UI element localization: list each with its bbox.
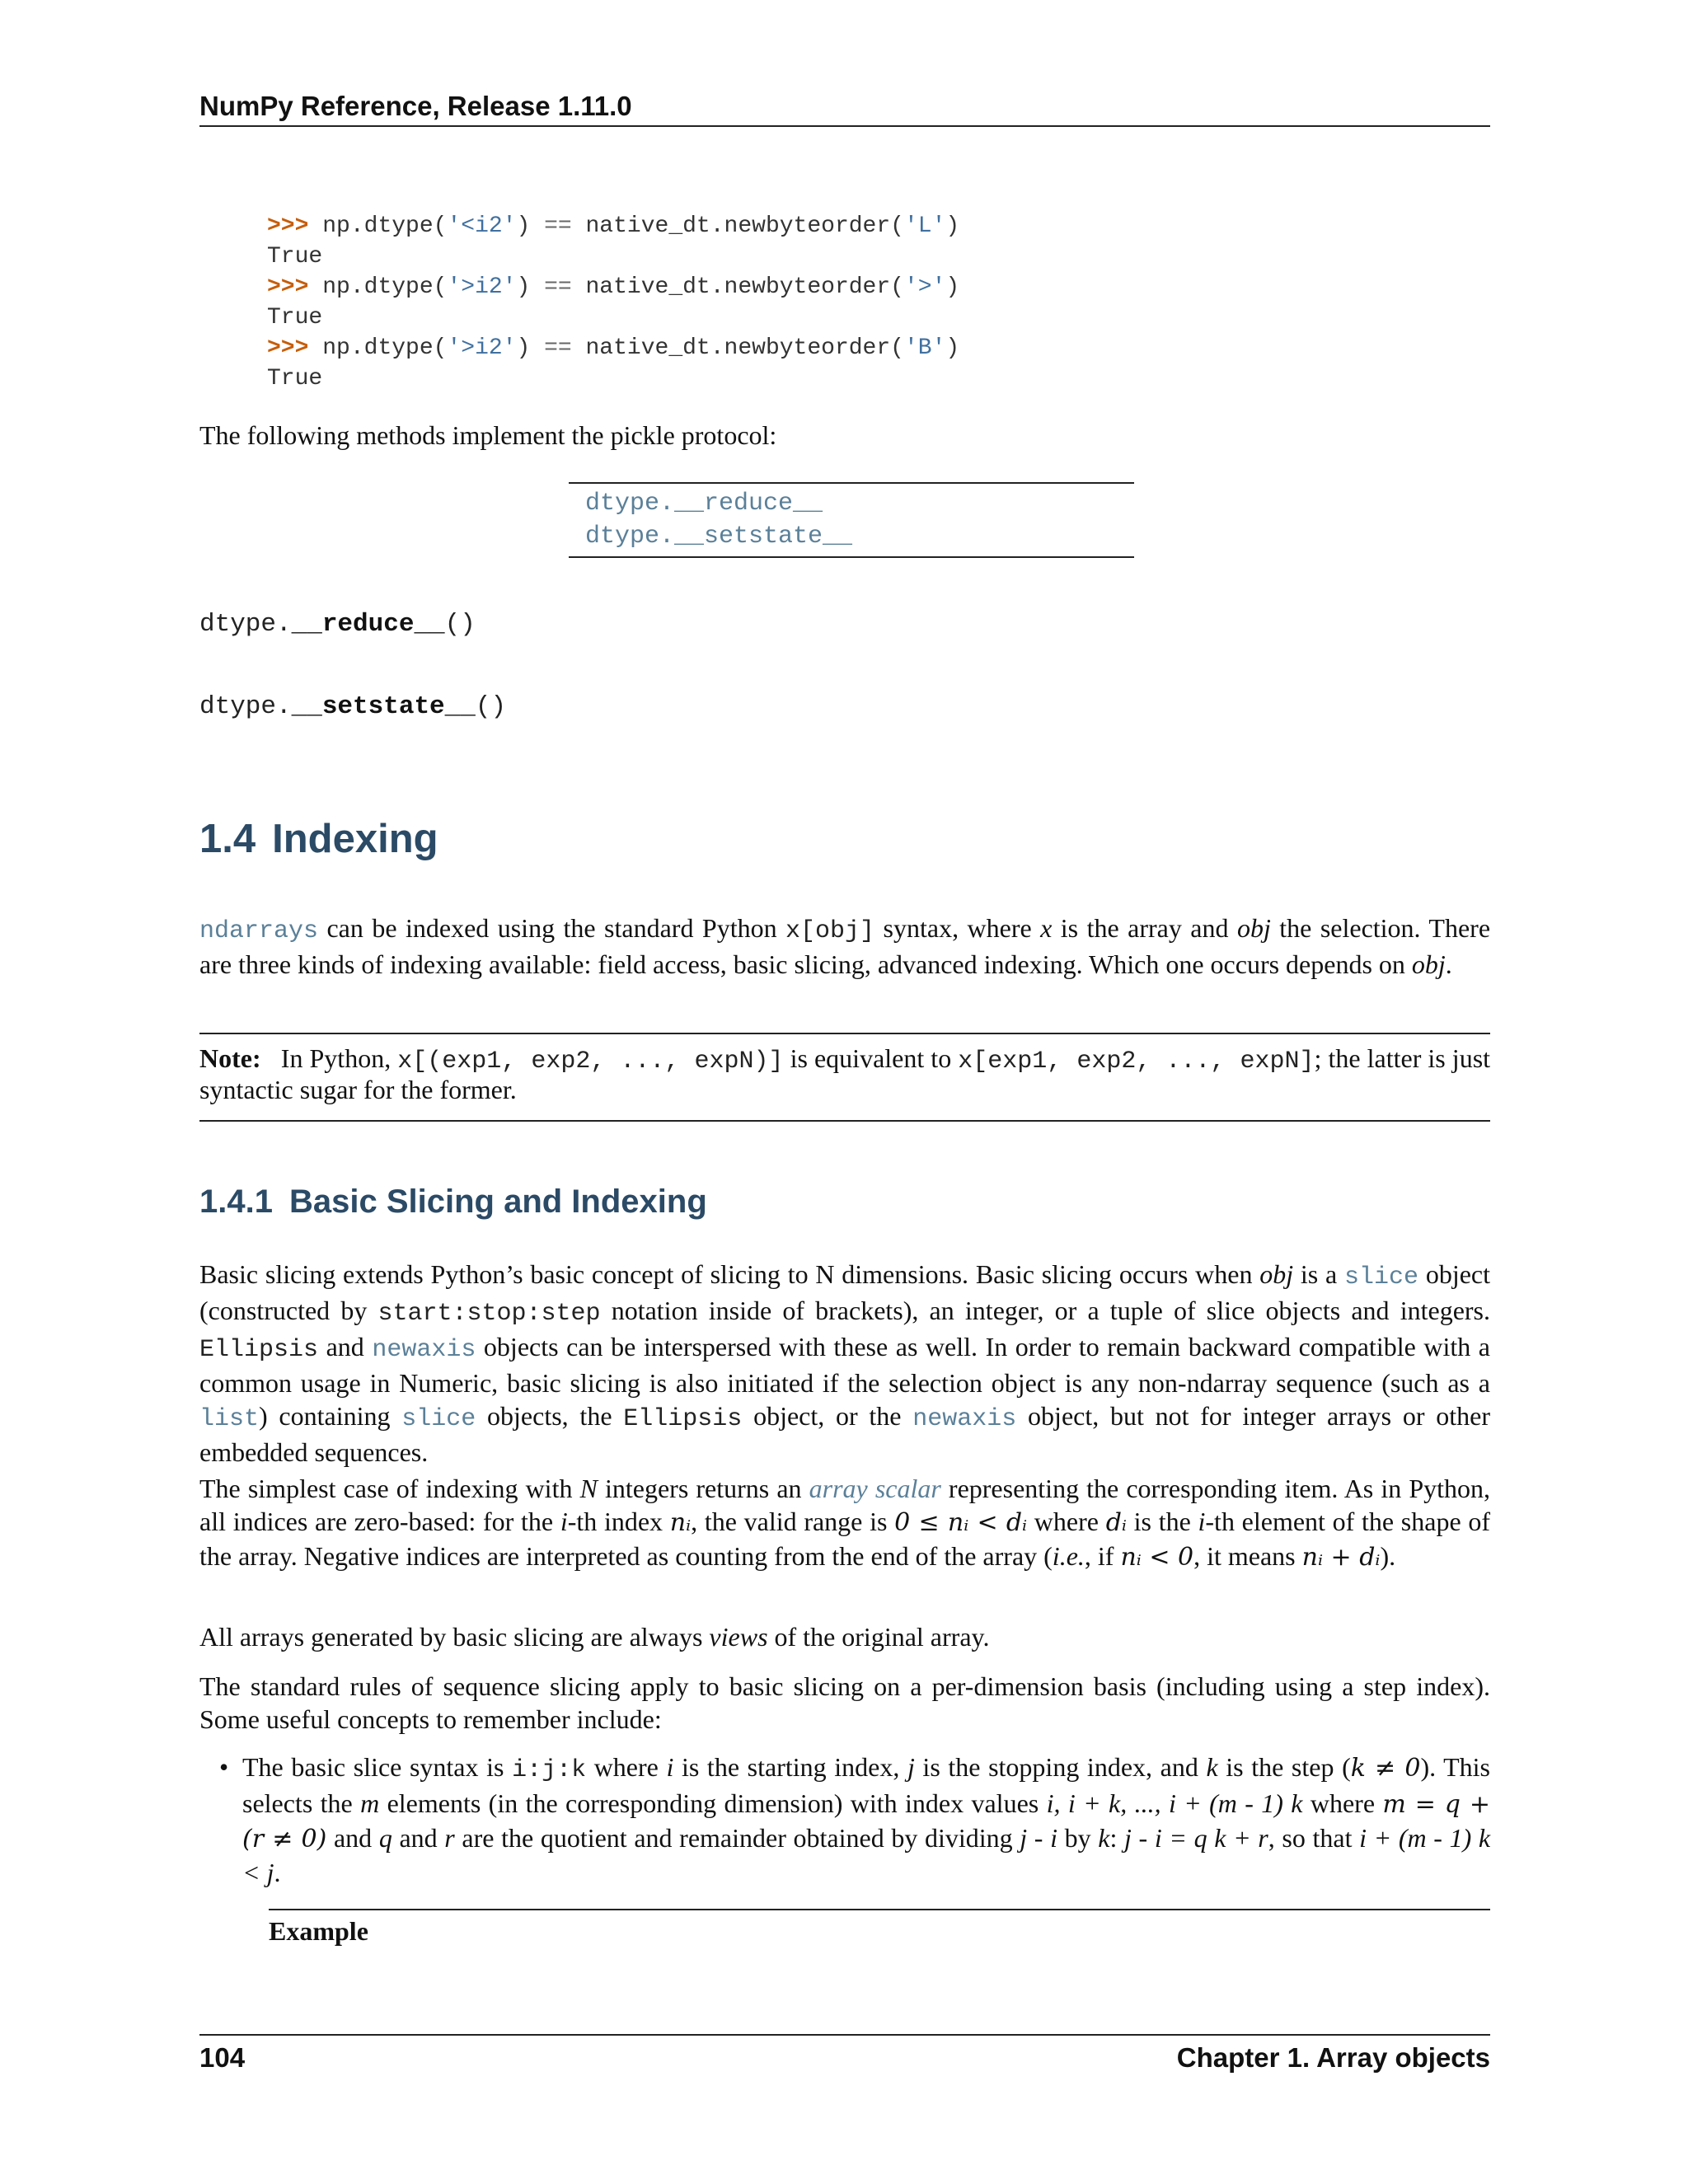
example-heading: Example [269, 1916, 368, 1946]
note-label: Note: [199, 1043, 261, 1073]
page-footer [199, 2034, 1490, 2074]
page-number: 104 [199, 2042, 246, 2073]
code-output: True [267, 366, 323, 391]
code-line: >>> np.dtype('>i2') == native_dt.newbyteorder('>') [267, 274, 960, 300]
bullet-icon: • [219, 1752, 229, 1782]
subsection-heading: 1.4.1 Basic Slicing and Indexing [199, 1183, 707, 1220]
method-signature-reduce: dtype.__reduce__() [199, 610, 476, 639]
header-title: NumPy Reference, Release 1.11.0 [199, 91, 632, 121]
example-divider [269, 1909, 1490, 1910]
pickle-intro: The following methods implement the pickle protocol: [199, 420, 777, 450]
chapter-title: Chapter 1. Array objects [1176, 2042, 1490, 2073]
newaxis-link[interactable]: newaxis [912, 1405, 1017, 1433]
newaxis-link[interactable]: newaxis [372, 1336, 476, 1364]
list-link[interactable]: list [199, 1405, 260, 1433]
standard-rules-paragraph: The standard rules of sequence slicing apply to basic slicing on a per-dimension basis (including using a step index). Some useful concepts to remember include: [199, 1671, 1490, 1734]
ndarrays-link[interactable]: ndarrays [199, 917, 319, 945]
basic-slicing-paragraph: Basic slicing extends Python’s basic concept of slicing to N dimensions. Basic slicing occurs when obj is a slice object (constructed by start:stop:step notation inside of brackets), an integer, or a tuple of slice objects and integers. Ellipsis and newaxis objects can be interspersed with these as well. In order to remain backward compatible with a common usage in Numeric, basic slicing is also initiated if the selection object is any non-ndarray sequence (such as a list) containing slice objects, the Ellipsis object, or the newaxis object, but not for integer arrays or other embedded sequences. [199, 1259, 1491, 1467]
array-scalar-link[interactable]: array scalar [809, 1474, 941, 1503]
table-link-reduce[interactable]: dtype.__reduce__ [585, 490, 823, 518]
code-output: True [267, 305, 323, 330]
code-line: >>> np.dtype('>i2') == native_dt.newbyteorder('B') [267, 335, 960, 361]
method-signature-setstate: dtype.__setstate__() [199, 692, 507, 721]
slice-link[interactable]: slice [1344, 1263, 1419, 1291]
document-page [199, 0, 1490, 2184]
slice-link[interactable]: slice [401, 1405, 476, 1433]
code-output: True [267, 244, 323, 269]
list-item: • The basic slice syntax is i:j:k where i is the starting index, j is the stopping index, and k is the step (k ≠ 0). This selects the m elements (in the corresponding dimension) with index values i, i + k, ..., i + (m - 1) k where m = q + (r ≠ 0) and q and r are the quotient and remainder obtained by dividing j - i by k: j - i = q k + r, so that i + (m - 1) k < j. [219, 1752, 1491, 1887]
table-link-setstate[interactable]: dtype.__setstate__ [585, 523, 853, 551]
note-box: Note: In Python, x[(exp1, exp2, ..., expN)] is equivalent to x[exp1, exp2, ..., expN]; the latter is just syntactic sugar for the former. [199, 1033, 1490, 1122]
code-line: >>> np.dtype('<i2') == native_dt.newbyteorder('L') [267, 213, 960, 239]
pickle-methods-table [569, 482, 1134, 558]
indexing-paragraph: ndarrays can be indexed using the standard Python x[obj] syntax, where x is the array and obj the selection. There are three kinds of indexing available: field access, basic slicing, advanced indexing. Which one occurs depends on obj. [199, 913, 1491, 979]
code-example [267, 211, 959, 394]
section-heading: 1.4 Indexing [199, 817, 438, 861]
simplest-case-paragraph: The simplest case of indexing with N integers returns an array scalar representing the corresponding item. As in Python, all indices are zero-based: for the i-th index nᵢ, the valid range is 0 ≤ nᵢ < dᵢ where dᵢ is the i-th element of the shape of the array. Negative indices are interpreted as counting from the end of the array (i.e., if nᵢ < 0, it means nᵢ + dᵢ). [199, 1474, 1491, 1572]
page-header [199, 91, 1490, 127]
views-paragraph: All arrays generated by basic slicing are always views of the original array. [199, 1622, 990, 1652]
